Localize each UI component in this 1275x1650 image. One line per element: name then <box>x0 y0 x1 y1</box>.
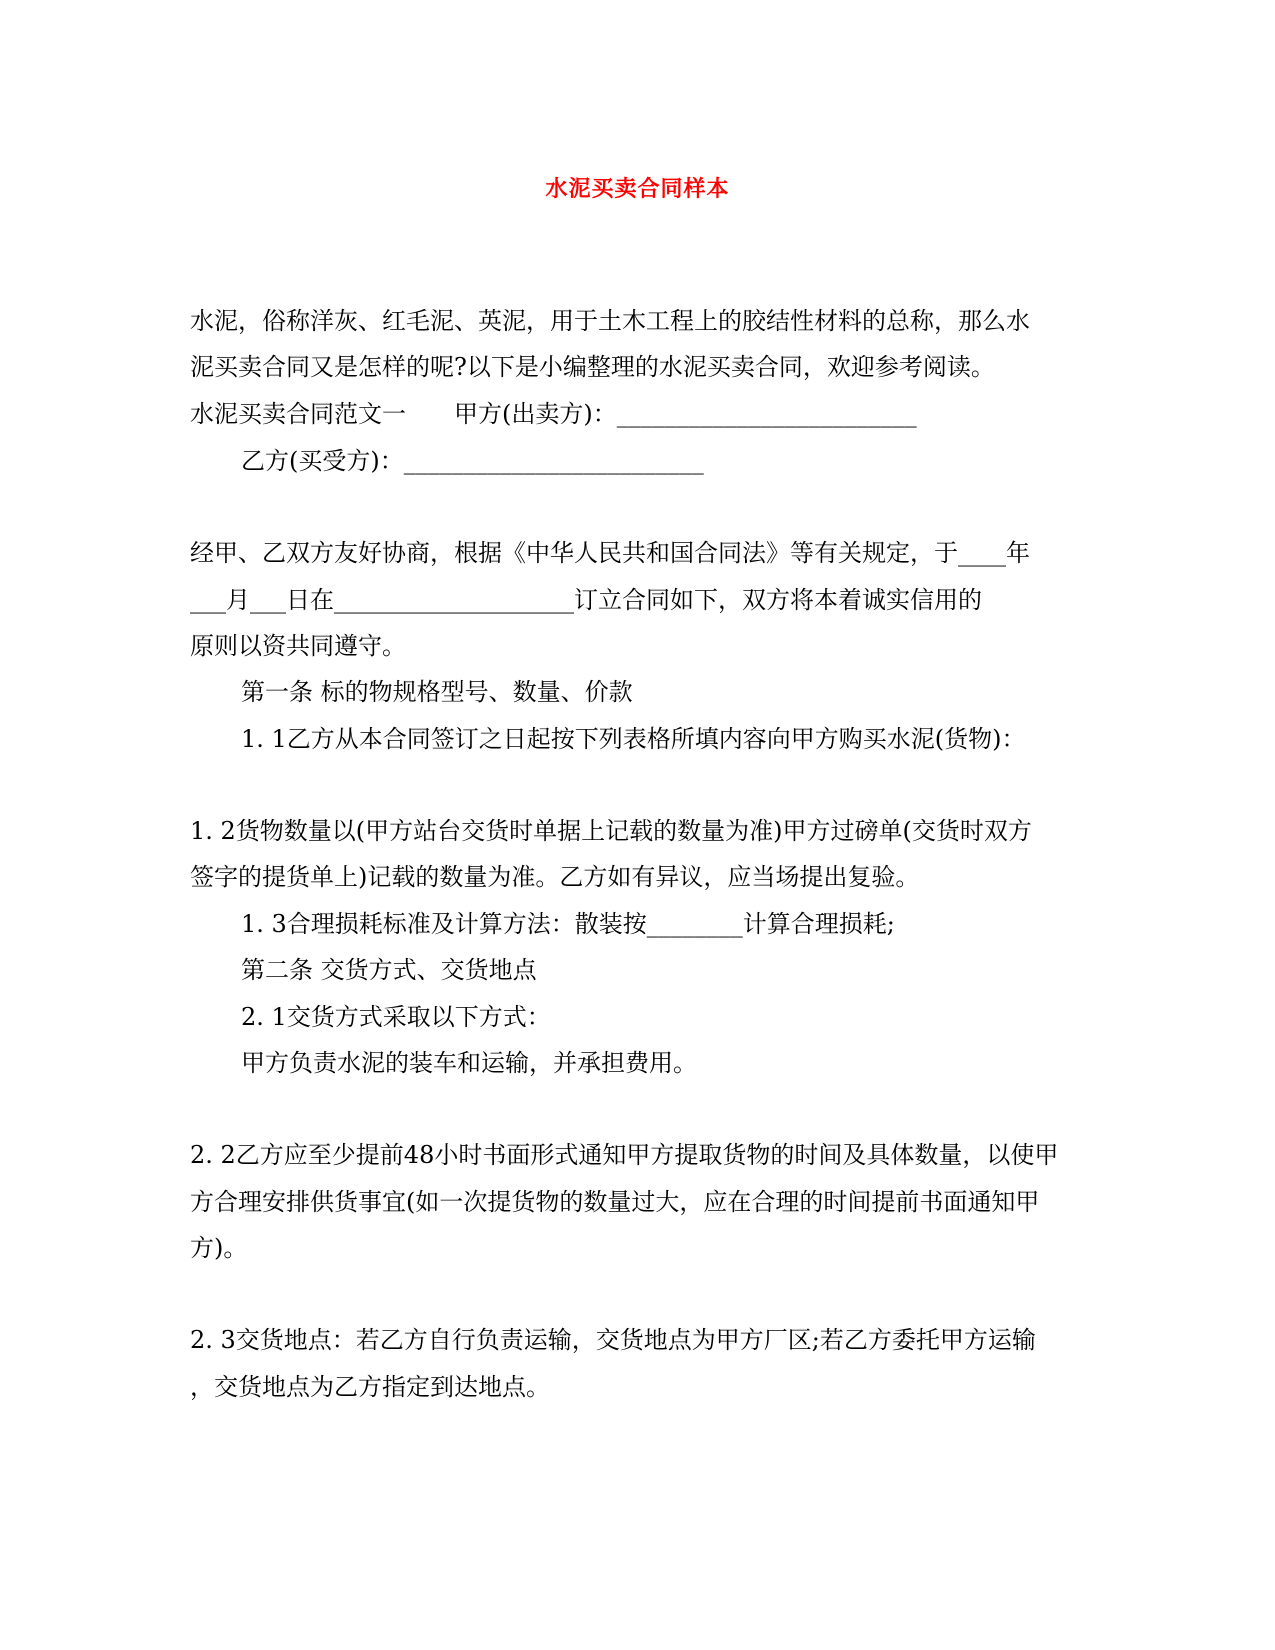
clause-1-1: 1. 1乙方从本合同签订之日起按下列表格所填内容向甲方购买水泥(货物)： <box>241 725 1026 753</box>
preamble-line-3: 原则以资共同遵守。 <box>190 632 406 660</box>
document-title: 水泥买卖合同样本 <box>545 176 730 202</box>
clause-2-2-line-1: 2. 2乙方应至少提前48小时书面形式通知甲方提取货物的时间及具体数量，以使甲 <box>190 1141 1059 1169</box>
clause-1-2-line-1: 1. 2货物数量以(甲方站台交货时单据上记载的数量为准)甲方过磅单(交货时双方 <box>190 817 1032 845</box>
sample-heading-party-a: 水泥买卖合同范文一 甲方(出卖方)：_________________________ <box>190 400 917 428</box>
clause-2-2-line-3: 方)。 <box>190 1234 248 1262</box>
preamble-line-2: ___月___日在____________________订立合同如下，双方将本着诚实信用的 <box>190 586 982 614</box>
article-2-heading: 第二条 交货方式、交货地点 <box>241 956 537 984</box>
clause-2-1: 2. 1交货方式采取以下方式： <box>241 1003 551 1031</box>
clause-2-2-line-2: 方合理安排供货事宜(如一次提货物的数量过大，应在合理的时间提前书面通知甲 <box>190 1188 1040 1216</box>
intro-line-2: 泥买卖合同又是怎样的呢?以下是小编整理的水泥买卖合同，欢迎参考阅读。 <box>190 353 995 381</box>
intro-line-1: 水泥，俗称洋灰、红毛泥、英泥，用于土木工程上的胶结性材料的总称，那么水 <box>190 307 1030 335</box>
article-1-heading: 第一条 标的物规格型号、数量、价款 <box>241 678 633 706</box>
clause-2-3-line-2: ，交货地点为乙方指定到达地点。 <box>190 1373 550 1401</box>
clause-2-3-line-1: 2. 3交货地点：若乙方自行负责运输，交货地点为甲方厂区;若乙方委托甲方运输 <box>190 1326 1036 1354</box>
clause-1-3: 1. 3合理损耗标准及计算方法：散装按________计算合理损耗; <box>241 910 895 938</box>
party-b-line: 乙方(买受方)：_________________________ <box>241 447 704 475</box>
clause-2-1-detail: 甲方负责水泥的装车和运输，并承担费用。 <box>241 1049 697 1077</box>
preamble-line-1: 经甲、乙双方友好协商，根据《中华人民共和国合同法》等有关规定，于____年 <box>190 539 1030 567</box>
clause-1-2-line-2: 签字的提货单上)记载的数量为准。乙方如有异议，应当场提出复验。 <box>190 863 920 891</box>
